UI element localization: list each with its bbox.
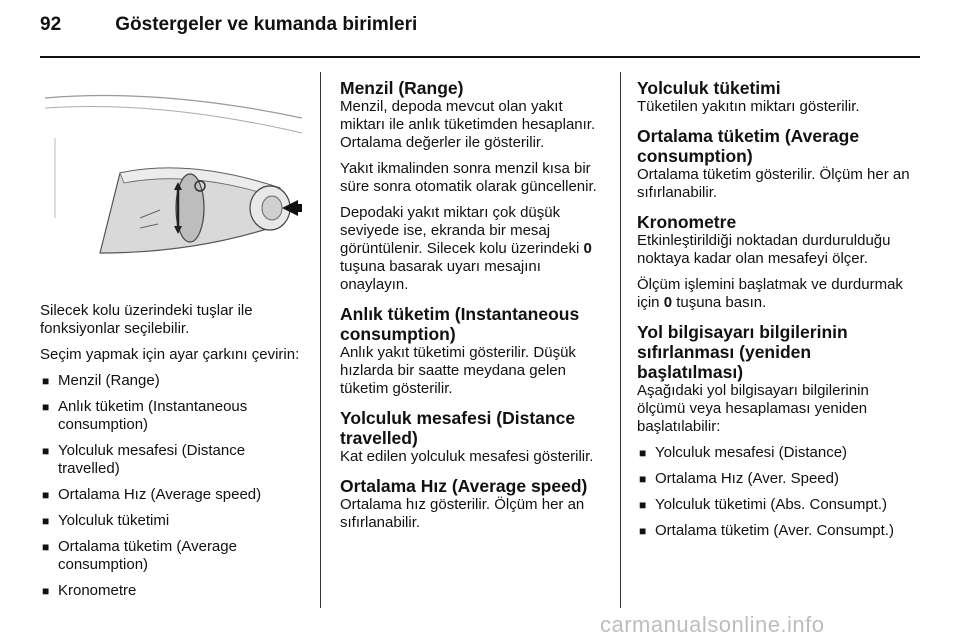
page-number: 92 bbox=[40, 14, 62, 35]
section-range bbox=[340, 78, 605, 294]
paragraph: Anlık yakıt tüketimi gösterilir. Düşük hızlarda bir saatte meydana gelen tüketim gösterilir. bbox=[340, 344, 576, 397]
list-item: ■ Yolculuk tüketimi (Abs. Consumpt.) bbox=[637, 496, 917, 514]
paragraph: Kat edilen yolculuk mesafesi gösterilir. bbox=[340, 448, 594, 465]
paragraph: Aşağıdaki yol bilgisayarı bilgilerinin ölçümü veya hesaplaması yeniden başlatılabilir: bbox=[637, 382, 869, 435]
reset-list bbox=[637, 444, 917, 540]
section-heading: Menzil (Range) bbox=[340, 78, 464, 98]
list-item: ■ Ortalama Hız (Aver. Speed) bbox=[637, 470, 917, 488]
section-chronometer bbox=[637, 212, 917, 312]
list-item: ■ Menzil (Range) bbox=[40, 372, 305, 390]
section-distance bbox=[340, 408, 605, 466]
paragraph: Ortalama tüketim gösterilir. Ölçüm her an sıfırlanabilir. bbox=[637, 166, 910, 201]
column-2 bbox=[340, 78, 605, 542]
paragraph: Etkinleştirildiği noktadan durdurulduğu noktaya kadar olan mesafeyi ölçer. bbox=[637, 232, 891, 267]
text-span: Ölçüm işlemini başlatmak ve durdurmak için bbox=[637, 276, 903, 311]
key-label: 0 bbox=[663, 294, 673, 311]
paragraph bbox=[340, 204, 605, 294]
section-heading: Ortalama Hız (Average speed) bbox=[340, 476, 588, 496]
list-item: ■ Yolculuk tüketimi bbox=[40, 512, 305, 530]
section-instantaneous bbox=[340, 304, 605, 398]
column-1 bbox=[40, 302, 305, 608]
text-span: tuşuna basarak uyarı mesajını onaylayın. bbox=[340, 258, 541, 293]
section-heading: Yolculuk tüketimi bbox=[637, 78, 781, 98]
section-heading: Ortalama tüketim (Average consumption) bbox=[637, 126, 860, 166]
list-item: ■ Ortalama tüketim (Aver. Consumpt.) bbox=[637, 522, 917, 540]
section-heading: Anlık tüketim (Instantaneous consumption) bbox=[340, 304, 580, 344]
section-average-speed bbox=[340, 476, 605, 532]
text-span: tuşuna basın. bbox=[676, 294, 767, 311]
section-average-consumption bbox=[637, 126, 917, 202]
section-heading: Yolculuk mesafesi (Distance travelled) bbox=[340, 408, 576, 448]
intro-paragraph-1: Silecek kolu üzerindeki tuşlar ile fonksiyonlar seçilebilir. bbox=[40, 302, 253, 337]
paragraph: Menzil, depoda mevcut olan yakıt miktarı ile anlık tüketimden hesaplanır. Ortalama değerler ile gösterilir. bbox=[340, 98, 596, 151]
list-item: ■ Kronometre bbox=[40, 582, 305, 600]
section-heading: Kronometre bbox=[637, 212, 737, 232]
list-item: ■ Yolculuk mesafesi (Distance) bbox=[637, 444, 917, 462]
paragraph: Yakıt ikmalinden sonra menzil kısa bir süre sonra otomatik olarak güncellenir. bbox=[340, 160, 597, 195]
function-list bbox=[40, 372, 305, 600]
column-divider bbox=[320, 72, 321, 608]
paragraph: Tüketilen yakıtın miktarı gösterilir. bbox=[637, 98, 860, 115]
key-label: 0 bbox=[583, 240, 592, 257]
list-item: ■ Anlık tüketim (Instantaneous consumption) bbox=[40, 398, 305, 434]
list-item: ■ Ortalama Hız (Average speed) bbox=[40, 486, 305, 504]
section-reset bbox=[637, 322, 917, 540]
paragraph bbox=[637, 276, 917, 312]
wiper-stalk-illustration bbox=[40, 78, 302, 288]
intro-paragraph-2: Seçim yapmak için ayar çarkını çevirin: bbox=[40, 346, 300, 363]
page-title: Göstergeler ve kumanda birimleri bbox=[115, 14, 418, 35]
header-rule bbox=[40, 56, 920, 58]
text-span: Depodaki yakıt miktarı çok düşük seviyede ise, ekranda bir mesaj görüntülenir. Silecek kolu üzerindeki bbox=[340, 204, 580, 257]
list-item: ■ Ortalama tüketim (Average consumption) bbox=[40, 538, 305, 574]
column-3 bbox=[637, 78, 917, 550]
page-header bbox=[40, 14, 417, 36]
column-divider bbox=[620, 72, 621, 608]
section-heading: Yol bilgisayarı bilgilerinin sıfırlanması (yeniden başlatılması) bbox=[637, 322, 848, 382]
paragraph: Ortalama hız gösterilir. Ölçüm her an sıfırlanabilir. bbox=[340, 496, 585, 531]
watermark: carmanualsonline.info bbox=[600, 612, 825, 637]
list-item: ■ Yolculuk mesafesi (Distance travelled) bbox=[40, 442, 305, 478]
section-trip-consumption bbox=[637, 78, 917, 116]
